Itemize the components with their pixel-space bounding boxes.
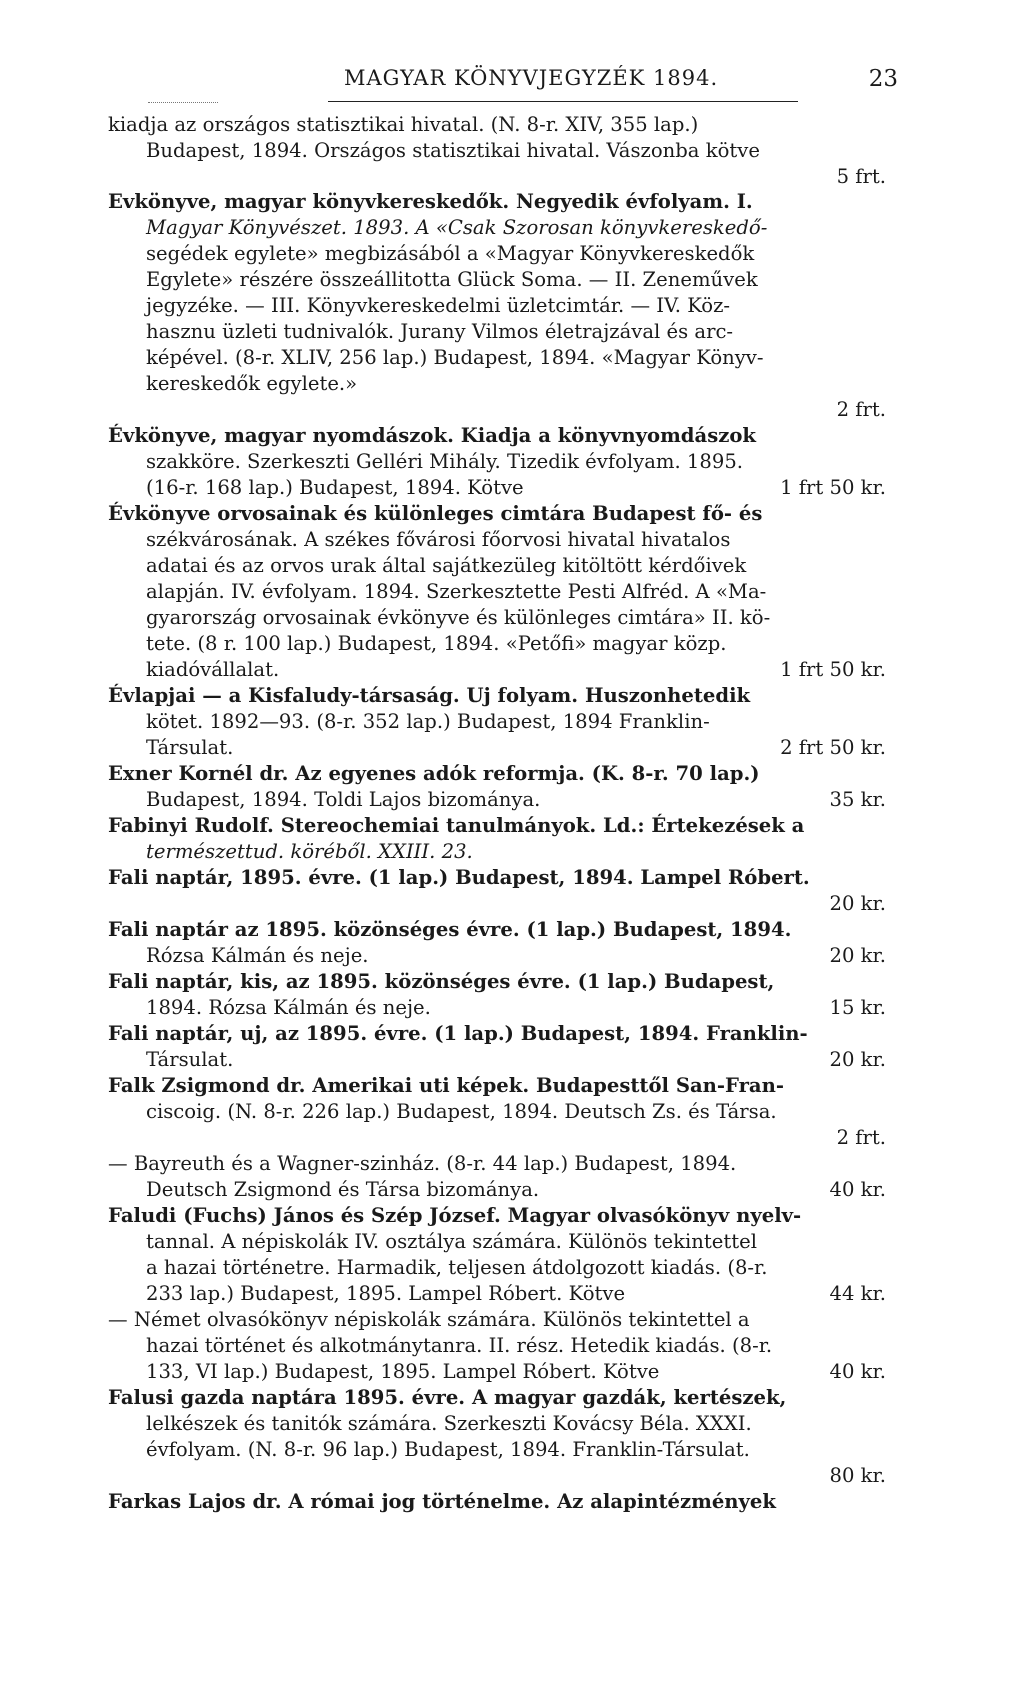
text-line: kereskedők egylete.» (146, 372, 358, 395)
header-dotted-rule (148, 102, 218, 103)
entry-heading-line: Falk Zsigmond dr. Amerikai uti képek. Budapesttől San-Fran- (108, 1074, 785, 1097)
text-line: adatai és az orvos urak által sajátkezüleg kitöltött kérdőivek (146, 554, 747, 577)
text-line: Magyar Könyvészet. 1893. A «Csak Szorosan könyvkereskedő- (146, 216, 768, 239)
text-line: ciscoig. (N. 8-r. 226 lap.) Budapest, 1894. Deutsch Zs. és Társa. (146, 1100, 777, 1123)
text-line: székvárosának. A székes fővárosi főorvosi hivatal hivatalos (146, 528, 731, 551)
price: 40 kr. (829, 1360, 886, 1383)
entry-heading-line: Farkas Lajos dr. A római jog történelme. Az alapintézmények (108, 1490, 776, 1513)
text-line: Rózsa Kálmán és neje. (146, 944, 369, 967)
text-line: tete. (8 r. 100 lap.) Budapest, 1894. «Petőfi» magyar közp. (146, 632, 727, 655)
price: 20 kr. (829, 1048, 886, 1071)
header-rule (328, 101, 798, 102)
entry-heading-line: Fali naptár, kis, az 1895. közönséges évre. (1 lap.) Budapest, (108, 970, 775, 993)
text-line: segédek egylete» megbizásából a «Magyar Könyvkereskedők (146, 242, 755, 265)
text-line: hazai történet és alkotmánytanra. II. rész. Hetedik kiadás. (8-r. (146, 1334, 773, 1357)
text-line: 133, VI lap.) Budapest, 1895. Lampel Róbert. Kötve (146, 1360, 660, 1383)
text-line: szakköre. Szerkeszti Gelléri Mihály. Tizedik évfolyam. 1895. (146, 450, 744, 473)
text-line: Budapest, 1894. Toldi Lajos bizománya. (146, 788, 541, 811)
text-line: kiadja az országos statisztikai hivatal. (N. 8-r. XIV, 355 lap.) (108, 113, 699, 136)
price: 5 frt. (836, 165, 886, 188)
text-line: kiadóvállalat. (146, 658, 280, 681)
text-line: Társulat. (146, 736, 234, 759)
entry-heading-line: Falusi gazda naptára 1895. évre. A magyar gazdák, kertészek, (108, 1386, 787, 1409)
price: 35 kr. (829, 788, 886, 811)
text-line: (16-r. 168 lap.) Budapest, 1894. Kötve (146, 476, 524, 499)
text-line: képével. (8-r. XLIV, 256 lap.) Budapest, 1894. «Magyar Könyv- (146, 346, 764, 369)
running-title: MAGYAR KÖNYVJEGYZÉK 1894. (344, 66, 719, 90)
text-line: jegyzéke. — III. Könyvkereskedelmi üzletcimtár. — IV. Köz- (146, 294, 731, 317)
entry-heading-line: Fali naptár, 1895. évre. (1 lap.) Budapest, 1894. Lampel Róbert. (108, 866, 810, 889)
price: 40 kr. (829, 1178, 886, 1201)
text-line: Deutsch Zsigmond és Társa bizománya. (146, 1178, 540, 1201)
price: 1 frt 50 kr. (780, 658, 886, 681)
price: 44 kr. (829, 1282, 886, 1305)
entry-heading-line: Exner Kornél dr. Az egyenes adók reformja. (K. 8-r. 70 lap.) (108, 762, 760, 785)
page-number: 23 (868, 66, 898, 92)
entry-heading-line: Évlapjai — a Kisfaludy-társaság. Uj folyam. Huszonhetedik (108, 684, 751, 707)
text-line: gyarország orvosainak évkönyve és különleges cimtára» II. kö- (146, 606, 771, 629)
text-line: — Német olvasókönyv népiskolák számára. Különös tekintettel a (108, 1308, 750, 1331)
entry-heading-line: Fali naptár az 1895. közönséges évre. (1 lap.) Budapest, 1894. (108, 918, 792, 941)
price: 1 frt 50 kr. (780, 476, 886, 499)
text-line: tannal. A népiskolák IV. osztálya számára. Különös tekintettel (146, 1230, 757, 1253)
text-line: lelkészek és tanitók számára. Szerkeszti Kovácsy Béla. XXXI. (146, 1412, 752, 1435)
price: 2 frt. (836, 1126, 886, 1149)
entry-heading-line: Fabinyi Rudolf. Stereochemiai tanulmányok. Ld.: Értekezések a (108, 814, 805, 837)
entry-heading-line: Évkönyve, magyar nyomdászok. Kiadja a könyvnyomdászok (108, 424, 757, 447)
entry-heading-line: Faludi (Fuchs) János és Szép József. Magyar olvasókönyv nyelv- (108, 1204, 802, 1227)
price: 2 frt. (836, 398, 886, 421)
text-line: a hazai történetre. Harmadik, teljesen átdolgozott kiadás. (8-r. (146, 1256, 768, 1279)
text-line: 1894. Rózsa Kálmán és neje. (146, 996, 431, 1019)
text-line: alapján. IV. évfolyam. 1894. Szerkesztette Pesti Alfréd. A «Ma- (146, 580, 767, 603)
entry-heading-line: Evkönyve, magyar könyvkereskedők. Negyedik évfolyam. I. (108, 190, 753, 213)
price: 15 kr. (829, 996, 886, 1019)
text-line: — Bayreuth és a Wagner-szinház. (8-r. 44 lap.) Budapest, 1894. (108, 1152, 737, 1175)
text-line: hasznu üzleti tudnivalók. Jurany Vilmos életrajzával és arc- (146, 320, 734, 343)
text-line: kötet. 1892—93. (8-r. 352 lap.) Budapest, 1894 Franklin- (146, 710, 710, 733)
text-line: Budapest, 1894. Országos statisztikai hivatal. Vászonba kötve (146, 139, 760, 162)
price: 20 kr. (829, 944, 886, 967)
entry-heading-line: Évkönyve orvosainak és különleges cimtára Budapest fő- és (108, 502, 763, 525)
text-line: évfolyam. (N. 8-r. 96 lap.) Budapest, 1894. Franklin-Társulat. (146, 1438, 750, 1461)
text-line: Egylete» részére összeállitotta Glück Soma. — II. Zeneművek (146, 268, 758, 291)
price: 20 kr. (829, 892, 886, 915)
text-line: 233 lap.) Budapest, 1895. Lampel Róbert. Kötve (146, 1282, 626, 1305)
price: 2 frt 50 kr. (780, 736, 886, 759)
price: 80 kr. (829, 1464, 886, 1487)
text-line: természettud. köréből. XXIII. 23. (146, 840, 473, 863)
text-line: Társulat. (146, 1048, 234, 1071)
entry-heading-line: Fali naptár, uj, az 1895. évre. (1 lap.) Budapest, 1894. Franklin- (108, 1022, 808, 1045)
page-header (108, 66, 898, 96)
